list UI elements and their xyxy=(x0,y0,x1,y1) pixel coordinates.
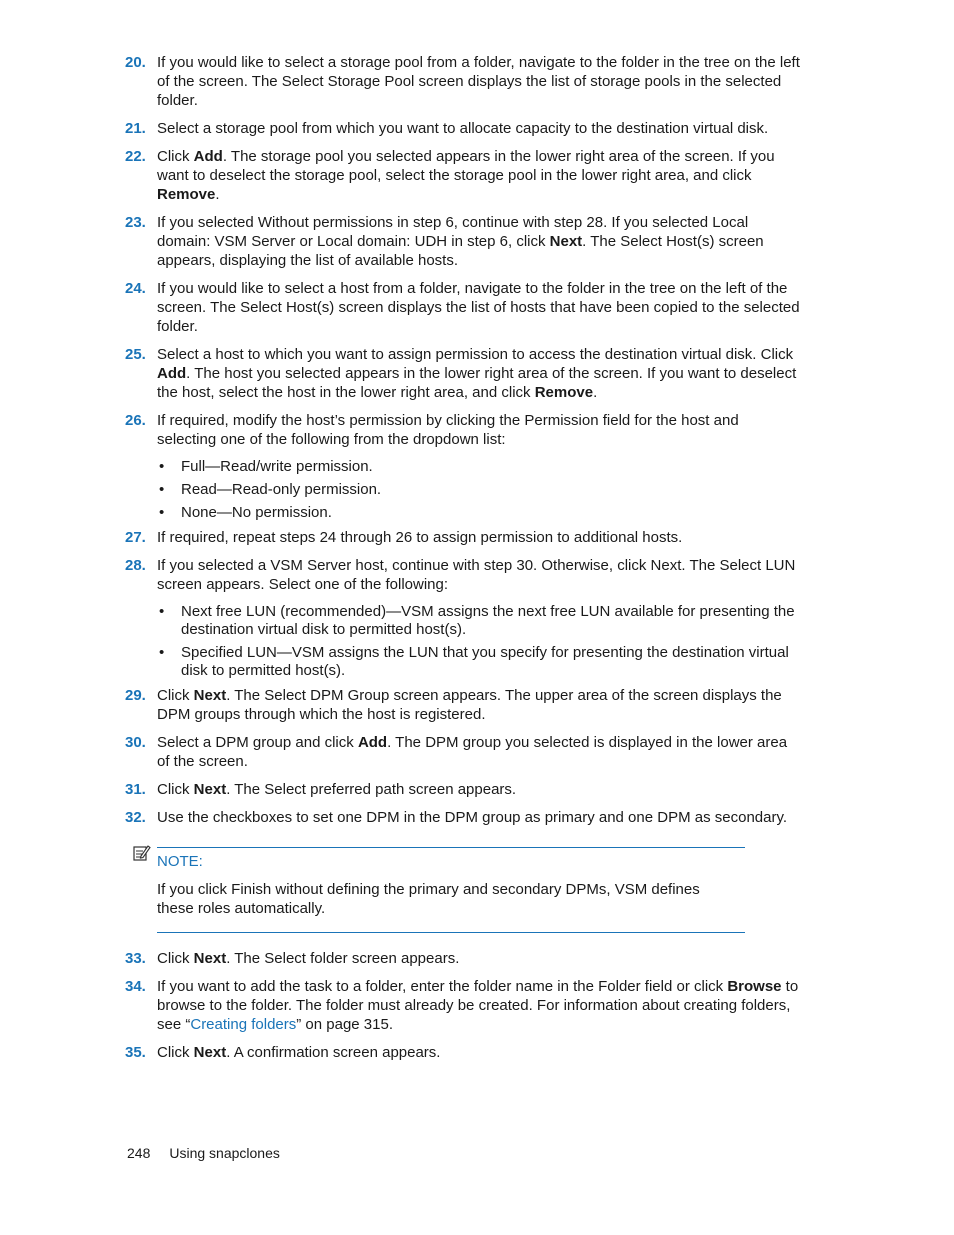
ui-term: Next xyxy=(193,781,227,798)
list-item: • None—No permission. xyxy=(0,504,801,522)
note-box xyxy=(157,847,745,933)
step-text: . The Select Host(s) screen appears, displaying the list of available hosts. xyxy=(157,233,764,269)
step-text: If you selected Without permissions in step 6, continue with step 28. If you selected Local domain: VSM Server or Local domain: UDH in step 6, click xyxy=(157,214,749,250)
list-item: • Full—Read/write permission. xyxy=(0,458,801,476)
step-number: 34. xyxy=(125,978,146,995)
step-34 xyxy=(0,977,802,1034)
permission-options-list xyxy=(0,458,954,522)
step-29 xyxy=(0,686,802,724)
step-number: 27. xyxy=(125,529,146,546)
step-text: . The Select preferred path screen appears. xyxy=(226,781,517,798)
creating-folders-link[interactable]: Creating folders xyxy=(190,1016,297,1033)
step-text: If you would like to select a host from a folder, navigate to the folder in the tree on the left of the screen. The Select Host(s) screen displays the list of hosts that have been copied to the selected folder. xyxy=(157,280,800,335)
step-20 xyxy=(0,53,802,110)
step-35 xyxy=(0,1043,802,1062)
step-26 xyxy=(0,411,802,449)
step-text: . xyxy=(215,186,220,203)
step-number: 26. xyxy=(125,412,146,429)
step-text: Click xyxy=(157,781,194,798)
step-21 xyxy=(0,119,802,138)
ui-term: Remove xyxy=(157,186,216,203)
ui-term: Next xyxy=(193,950,227,967)
step-number: 21. xyxy=(125,120,146,137)
step-text: . The host you selected appears in the lower right area of the screen. If you want to deselect the host, select the host in the lower right area, and click xyxy=(157,365,797,401)
step-text: If you would like to select a storage pool from a folder, navigate to the folder in the tree on the left of the screen. The Select Storage Pool screen displays the list of storage pools in the selected folder. xyxy=(157,54,800,109)
ui-term: Add xyxy=(357,734,388,751)
step-number: 22. xyxy=(125,148,146,165)
step-number: 29. xyxy=(125,687,146,704)
list-item: • Specified LUN—VSM assigns the LUN that you specify for presenting the destination virtual disk to permitted host(s). xyxy=(0,644,801,680)
list-item: • Read—Read-only permission. xyxy=(0,481,801,499)
note-text: If you click Finish without defining the primary and secondary DPMs, VSM defines these roles automatically. xyxy=(157,881,700,917)
step-number: 31. xyxy=(125,781,146,798)
note-title: NOTE: xyxy=(157,853,203,870)
step-text: . The storage pool you selected appears in the lower right area of the screen. If you want to deselect the storage pool, select the storage pool in the lower right area, and click xyxy=(157,148,775,184)
step-text: Click xyxy=(157,950,194,967)
step-28 xyxy=(0,556,802,594)
step-32 xyxy=(0,808,802,827)
ui-term: Add xyxy=(157,365,187,382)
step-24 xyxy=(0,279,802,336)
step-number: 20. xyxy=(125,54,146,71)
page-content xyxy=(0,53,954,1071)
ui-term: Browse xyxy=(727,978,782,995)
lun-options-list xyxy=(0,603,954,680)
step-text: Select a storage pool from which you want to allocate capacity to the destination virtual disk. xyxy=(157,120,769,137)
step-number: 32. xyxy=(125,809,146,826)
ui-term: Next xyxy=(193,1044,227,1061)
step-text: Click xyxy=(157,687,194,704)
step-27 xyxy=(0,528,802,547)
step-text: . The Select folder screen appears. xyxy=(226,950,460,967)
step-number: 35. xyxy=(125,1044,146,1061)
note-pencil-icon xyxy=(133,844,151,862)
step-number: 23. xyxy=(125,214,146,231)
step-number: 28. xyxy=(125,557,146,574)
step-text: Click xyxy=(157,148,194,165)
step-23 xyxy=(0,213,802,270)
step-text: . The DPM group you selected is displayed in the lower area of the screen. xyxy=(157,734,788,770)
step-22 xyxy=(0,147,802,204)
step-text: . xyxy=(593,384,598,401)
step-text: If required, repeat steps 24 through 26 to assign permission to additional hosts. xyxy=(157,529,683,546)
step-25 xyxy=(0,345,802,402)
step-text: Use the checkboxes to set one DPM in the DPM group as primary and one DPM as secondary. xyxy=(157,809,788,826)
ui-term: Next xyxy=(193,687,227,704)
step-number: 33. xyxy=(125,950,146,967)
step-number: 30. xyxy=(125,734,146,751)
step-text: Select a DPM group and click xyxy=(157,734,358,751)
list-item: • Next free LUN (recommended)—VSM assigns the next free LUN available for presenting the destination virtual disk to permitted host(s). xyxy=(0,603,801,639)
ui-term: Next xyxy=(549,233,583,250)
page-number: 248 xyxy=(127,1145,151,1161)
step-text: ” on page 315. xyxy=(296,1016,393,1033)
step-text: . A confirmation screen appears. xyxy=(226,1044,441,1061)
step-text: Click xyxy=(157,1044,194,1061)
step-33 xyxy=(0,949,802,968)
ui-term: Add xyxy=(193,148,223,165)
section-title: Using snapclones xyxy=(169,1145,280,1161)
step-text: If you selected a VSM Server host, continue with step 30. Otherwise, click Next. The Select LUN screen appears. Select one of the following: xyxy=(157,557,796,593)
step-text: to browse to the folder. The folder must already be created. For information about creating folders, see “ xyxy=(157,978,799,1033)
step-number: 24. xyxy=(125,280,146,297)
step-text: If you want to add the task to a folder, enter the folder name in the Folder field or click xyxy=(157,978,728,995)
step-text: If required, modify the host’s permission by clicking the Permission field for the host and selecting one of the following from the dropdown list: xyxy=(157,412,739,448)
step-number: 25. xyxy=(125,346,146,363)
step-text: . The Select DPM Group screen appears. The upper area of the screen displays the DPM groups through which the host is registered. xyxy=(157,687,782,723)
step-30 xyxy=(0,733,802,771)
step-31 xyxy=(0,780,802,799)
page-footer xyxy=(127,1144,280,1162)
ui-term: Remove xyxy=(534,384,594,401)
step-text: Select a host to which you want to assign permission to access the destination virtual disk. Click xyxy=(157,346,794,363)
